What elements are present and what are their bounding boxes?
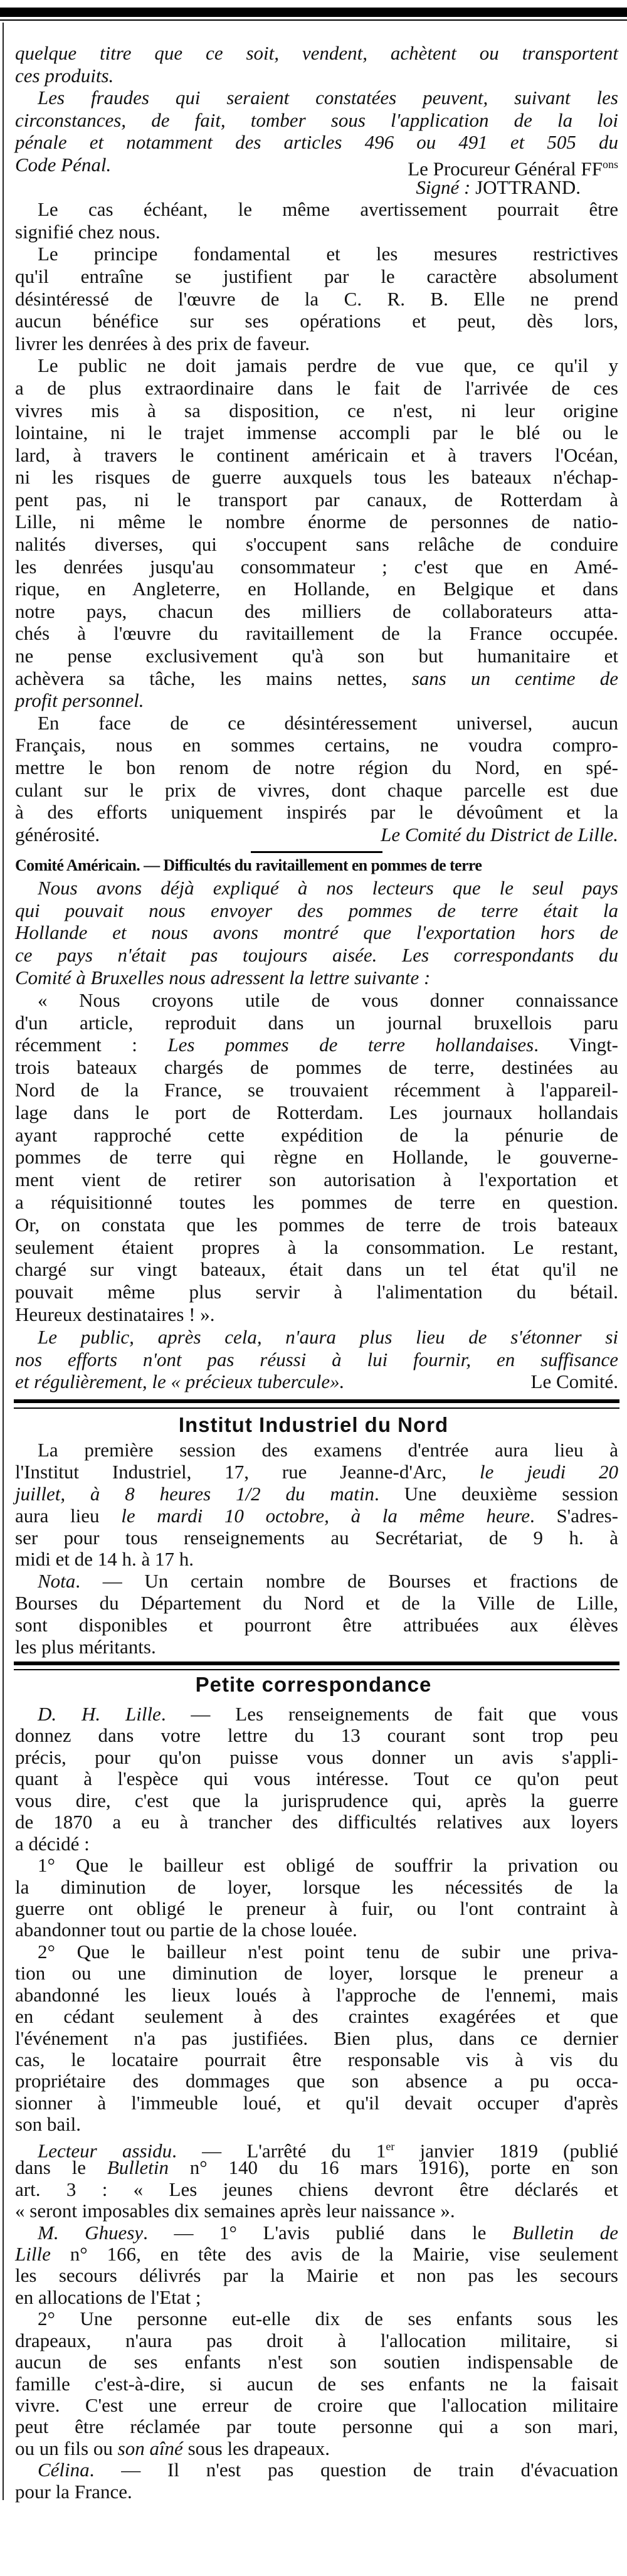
text-segment: propriétaire des dommages que son absence a pu occa- <box>15 2070 618 2092</box>
text-segment: quant à l'espèce qui vous intéresse. Tout ce qu'on peut <box>15 1768 618 1790</box>
text-segment: Lille <box>15 2242 51 2265</box>
text-segment: seulement étaient propres à la consommation. Le restant, <box>15 1236 618 1258</box>
text-segment: pommes de terre qui règne en Hollande, le gouverne- <box>15 1146 618 1169</box>
text-segment: Le cas échéant, le même avertissement pourrait être <box>38 198 618 221</box>
text-segment: . — Il n'est pas question de train d'évacuation <box>89 2459 618 2481</box>
text-segment: rique, en Angleterre, en Hollande, en Belgique et dans <box>15 578 618 600</box>
text-line <box>15 1725 618 1746</box>
text-segment: vous dire, c'est que la jurisprudence qui, après la guerre <box>15 1789 618 1811</box>
text-segment: . S'adres- <box>530 1504 618 1527</box>
text-segment: l'Institut Industriel, 17, rue Jeanne-d'Arc, <box>15 1460 480 1483</box>
text-segment: La première session des examens d'entrée aura lieu à <box>38 1439 618 1461</box>
text-segment: Français, nous en sommes certains, ne voudra compro- <box>15 734 618 756</box>
section-rule-thick <box>14 1662 619 1665</box>
text-segment: ons <box>602 157 618 171</box>
text-segment: Hollande et nous avons montré que l'exportation hors de <box>15 921 618 944</box>
text-line <box>15 1236 618 1259</box>
text-line <box>15 176 618 199</box>
text-line <box>15 944 618 967</box>
article-petite-correspondance <box>15 1704 618 2503</box>
text-line <box>15 421 618 444</box>
text-line <box>15 332 618 355</box>
text-line <box>15 1012 618 1034</box>
text-segment: abandonné les lieux loués à l'approche de l'ennemi, mais <box>15 1983 618 2006</box>
text-segment: précis, pour qu'on puisse vous donner un avis s'appli- <box>15 1746 618 1768</box>
text-segment: famille c'est-à-dire, si aucun de ses enfants ne la faisait <box>15 2372 618 2395</box>
text-line <box>15 2179 618 2200</box>
text-line <box>15 1101 618 1124</box>
text-segment: En face de ce désintéressement universel, aucun <box>38 711 618 734</box>
top-thick-rule <box>0 8 627 17</box>
article-comite-americain <box>15 854 618 1393</box>
text-line <box>15 377 618 400</box>
text-segment: le jeudi 20 <box>480 1460 618 1483</box>
text-segment: l'événement n'a pas justifiées. Bien plus, dans ce dernier <box>15 2027 618 2049</box>
text-line <box>15 1790 618 1811</box>
text-segment: er <box>386 2139 395 2153</box>
text-line <box>15 1124 618 1147</box>
text-segment: Bulletin de <box>512 2221 619 2244</box>
text-segment: Bourses du Département du Nord et de la Ville de Lille, <box>15 1592 618 1614</box>
heading-institut-industriel: Institut Industriel du Nord <box>178 1413 449 1436</box>
text-line <box>15 1349 618 1371</box>
text-segment: drapeaux, n'aura pas droit à l'allocation militaire, si <box>15 2329 618 2351</box>
text-segment: guerre ont obligé le preneur à fuir, ou l'ont contraint à <box>15 1897 618 1919</box>
text-segment: circonstances, de fait, tomber sous l'application de la loi <box>15 109 618 131</box>
text-segment: pouvait même plus servir à l'alimentation du bétail. <box>15 1281 618 1303</box>
text-segment: dans le <box>15 2156 107 2179</box>
text-segment: mettre le bon renom de notre région du Nord, en spé- <box>15 756 618 778</box>
text-segment: les plus méritants. <box>15 1636 156 1658</box>
text-line <box>15 1527 618 1549</box>
text-segment: Le principe fondamental et les mesures restrictives <box>38 243 618 265</box>
text-line <box>15 2265 618 2286</box>
text-segment: désintéressé de l'œuvre de la C. R. B. Elle ne prend <box>15 287 618 310</box>
text-segment: n° 140 du 16 mars 1916), porte en son <box>168 2156 618 2179</box>
signature: Le Procureur Général FF <box>408 157 603 180</box>
text-line <box>15 2308 618 2330</box>
text-line <box>15 489 618 511</box>
text-segment: chargé sur vingt bateaux, était dans un tel état qu'il ne <box>15 1258 618 1281</box>
text-line <box>15 1811 618 1833</box>
text-line <box>15 1191 618 1214</box>
top-thin-rule <box>0 19 627 21</box>
text-segment: ayant rapproché cette expédition de la pénurie de <box>15 1123 618 1146</box>
text-segment: chés à l'œuvre du ravitaillement de la France occupée. <box>15 622 618 645</box>
text-line <box>15 1146 618 1169</box>
text-segment: trois bateaux chargés de pommes de terre, destinées au <box>15 1056 618 1079</box>
text-segment: Les fraudes qui seraient constatées peuvent, suivant les <box>38 87 618 109</box>
text-line <box>15 2351 618 2373</box>
text-line <box>15 1898 618 1919</box>
text-segment: achèvera sa tâche, les mains nettes, <box>15 667 412 689</box>
article-ravitaillement <box>15 42 618 845</box>
text-segment: . — Les renseignements de fait que vous <box>161 1703 618 1725</box>
text-segment: culant sur le prix de vivres, dont chaque parcelle est due <box>15 778 618 801</box>
text-segment: vivre. C'est une erreur de croire que l'allocation militaire <box>15 2394 618 2416</box>
text-segment: de 1870 a eu à trancher des difficultés relatives aux loyers <box>15 1811 618 1833</box>
text-segment: aucun de ses enfants n'est son soutien indispensable de <box>15 2351 618 2373</box>
text-line <box>15 734 618 756</box>
signature: Signé : <box>416 176 476 198</box>
text-segment: Bulletin <box>107 2156 169 2179</box>
text-line <box>15 109 618 132</box>
text-segment: profit personnel. <box>15 689 144 712</box>
text-segment: sans un centime de <box>411 667 618 689</box>
text-segment: M. Ghuesy <box>38 2221 144 2244</box>
text-segment: ce pays n'était pas toujours aisée. Les correspondants du <box>15 944 618 967</box>
text-segment: pent pas, ni le transport par canaux, de Rotterdam à <box>15 488 618 511</box>
text-line <box>15 645 618 667</box>
text-line <box>15 1636 618 1658</box>
text-segment: pour la France. <box>15 2480 132 2503</box>
text-line <box>15 444 618 467</box>
text-segment: D. H. Lille <box>38 1703 161 1725</box>
text-segment: donnez dans votre lettre du 13 courant sont trop peu <box>15 1724 618 1747</box>
text-line <box>15 600 618 623</box>
column-rule <box>3 23 4 2500</box>
text-line <box>15 1877 618 1898</box>
text-line <box>15 2481 618 2503</box>
text-line <box>15 1370 618 1393</box>
text-segment: les denrées jusqu'au consommateur ; c'est que en Amé- <box>15 555 618 578</box>
text-line <box>15 265 618 288</box>
text-line <box>15 1034 618 1056</box>
text-segment: notre pays, chacun des milliers de collaborateurs atta- <box>15 600 618 622</box>
text-line <box>15 2287 618 2308</box>
text-line <box>15 1326 618 1349</box>
text-segment: cas, le locataire pourrait être responsable vis à vis du <box>15 2049 618 2070</box>
text-line <box>15 2438 618 2459</box>
text-segment: . Vingt- <box>534 1034 619 1056</box>
text-line <box>15 1919 618 1941</box>
text-line <box>15 1461 618 1483</box>
text-segment: « seront imposables dix semaines après leur naissance ». <box>15 2200 455 2222</box>
text-line <box>15 310 618 332</box>
text-segment: en cédant seulement à des craintes exagérées et que <box>15 2005 618 2028</box>
text-segment: « Nous croyons utile de vous donner connaissance <box>38 989 618 1011</box>
text-segment: livrer les denrées à des prix de faveur. <box>15 332 310 354</box>
text-segment: Le public, après cela, n'aura plus lieu de s'étonner si <box>38 1325 618 1348</box>
text-segment: le mardi 10 octobre, à la même heure <box>121 1504 530 1527</box>
text-segment: n° 166, en tête des avis de la Mairie, vise seulement <box>50 2242 618 2265</box>
text-line <box>15 1747 618 1768</box>
text-line <box>15 198 618 221</box>
text-line <box>15 824 618 846</box>
text-line <box>15 877 618 899</box>
text-line <box>15 1985 618 2006</box>
text-segment: . — L'arrêté du 1 <box>172 2139 386 2162</box>
text-segment: qui pouvait nous envoyer des pommes de terre était la <box>15 899 618 921</box>
text-segment: les secours délivrés par la Mairie et non pas les secours <box>15 2264 618 2287</box>
text-line <box>15 1614 618 1636</box>
text-segment: sous les drapeaux. <box>182 2437 330 2459</box>
text-line <box>15 288 618 310</box>
text-line <box>15 153 618 180</box>
text-line <box>15 801 618 824</box>
text-segment: a décidé : <box>15 1832 90 1855</box>
text-line <box>15 87 618 109</box>
text-segment: Lecteur assidu <box>38 2139 172 2162</box>
text-segment: . — 1° L'avis publié dans le <box>143 2221 513 2244</box>
text-line <box>15 1169 618 1191</box>
text-line <box>15 578 618 600</box>
text-segment: a de plus extraordinaire dans le fait de l'arrivée de ces <box>15 376 618 399</box>
text-line <box>15 921 618 944</box>
section-rule-thin <box>14 1669 619 1670</box>
text-segment: nalités diverses, qui s'occupent sans relâche de conduire <box>15 533 618 556</box>
text-segment: janvier 1819 (publié <box>394 2139 618 2162</box>
text-line <box>15 2006 618 2027</box>
text-line <box>15 967 618 989</box>
text-line <box>15 1549 618 1571</box>
text-line <box>15 1505 618 1527</box>
text-line <box>15 400 618 422</box>
text-segment: générosité. <box>15 823 100 845</box>
text-line <box>15 1963 618 1984</box>
text-line <box>15 2136 618 2162</box>
text-line <box>15 622 618 645</box>
text-segment: la diminution de loyer, lorsque les nécessités de la <box>15 1875 618 1898</box>
text-line <box>15 2330 618 2351</box>
text-segment: aura lieu <box>15 1504 122 1527</box>
text-line <box>15 556 618 578</box>
text-line <box>15 1941 618 1963</box>
text-line <box>15 1079 618 1101</box>
text-line <box>15 1571 618 1593</box>
text-segment: aucun bénéfice sur ses opérations et peut, dès lors, <box>15 310 618 332</box>
text-line <box>15 1855 618 1876</box>
text-segment: Comité à Bruxelles nous adressent la lettre suivante : <box>15 966 431 989</box>
text-line <box>15 2114 618 2135</box>
text-segment: 2° Une personne eut-elle dix de ses enfants sous les <box>38 2308 618 2330</box>
section-rule-thick <box>14 1399 619 1403</box>
text-line <box>15 2373 618 2395</box>
text-line <box>15 1281 618 1303</box>
text-segment: et régulièrement, le « précieux tubercule». <box>15 1370 345 1393</box>
heading-petite-correspondance: Petite correspondance <box>195 1673 432 1696</box>
text-segment: peut être réclamée par toute personne qui a son mari, <box>15 2415 618 2438</box>
text-line <box>15 221 618 243</box>
text-line <box>15 689 618 712</box>
text-line <box>15 1439 618 1461</box>
text-line <box>15 65 618 87</box>
text-line <box>15 2416 618 2437</box>
text-segment: lard, à travers le continent américain et à travers l'Océan, <box>15 443 618 466</box>
text-segment: pénale et notamment des articles 496 ou 491 et 505 du <box>15 131 618 154</box>
text-line <box>15 2244 618 2265</box>
text-line <box>15 1214 618 1236</box>
text-line <box>15 2049 618 2070</box>
text-segment: Heureux destinataires ! ». <box>15 1303 215 1325</box>
text-line <box>15 779 618 802</box>
text-line <box>15 354 618 377</box>
text-segment: nos efforts n'ont pas réussi à lui fournir, en suffisance <box>15 1348 618 1370</box>
text-line <box>15 1303 618 1326</box>
text-segment: tion ou une diminution de loyer, lorsque le preneur a <box>15 1962 618 1985</box>
text-line <box>15 1056 618 1079</box>
heading-comite-americain: Comité Américain. — Difficultés du ravitaillement en pommes de terre <box>15 856 482 874</box>
text-segment: ment vient de retirer son autorisation à l'exportation et <box>15 1169 618 1191</box>
text-segment: Le public ne doit jamais perdre de vue que, ce qu'il y <box>38 354 618 377</box>
text-line <box>15 899 618 922</box>
text-segment: en allocations de l'Etat ; <box>15 2286 201 2308</box>
text-segment: lointaine, ni le trajet immense accompli par le blé ou le <box>15 421 618 444</box>
text-segment: 2° Que le bailleur n'est point tenu de subir une priva- <box>38 1940 618 1963</box>
text-line <box>15 2092 618 2114</box>
signature: Le Comité du District de Lille. <box>381 823 618 845</box>
text-line <box>15 1593 618 1614</box>
text-line <box>15 42 618 65</box>
text-segment: art. 3 : « Les jeunes chiens devront être déclarés et <box>15 2178 618 2200</box>
text-segment: sont disponibles et pourront être attribuées aux élèves <box>15 1614 618 1636</box>
text-line <box>15 2157 618 2178</box>
text-segment: son bail. <box>15 2113 82 2136</box>
text-line <box>15 989 618 1012</box>
text-line <box>15 1833 618 1855</box>
text-segment: ser pour tous renseignements au Secrétariat, de 9 h. à <box>15 1526 618 1549</box>
text-line <box>15 466 618 489</box>
text-line <box>15 1704 618 1725</box>
text-segment: sionner à l'immeuble loué, et qu'il devait occuper d'après <box>15 2091 618 2114</box>
text-segment: Code Pénal. <box>15 153 112 176</box>
text-segment: 1° Que le bailleur est obligé de souffrir la privation ou <box>38 1854 618 1877</box>
text-line <box>15 2028 618 2049</box>
text-segment: ni les risques de guerre auxquels tous les bateaux n'échap- <box>15 466 618 489</box>
section-rule-thin <box>14 1407 619 1409</box>
text-segment: Nord de la France, se trouvaient récemment à l'appareil- <box>15 1078 618 1101</box>
text-line <box>15 2200 618 2222</box>
text-segment: récemment : <box>15 1034 168 1056</box>
text-segment: . — Un certain nombre de Bourses et fractions de <box>75 1570 618 1593</box>
signature: JOTTRAND. <box>475 176 581 198</box>
text-segment: vivres mis à sa disposition, ce n'est, ni leur origine <box>15 399 618 421</box>
text-line <box>15 667 618 690</box>
text-segment: lage dans le port de Rotterdam. Les journaux hollandais <box>15 1101 618 1123</box>
text-segment: a réquisitionné toutes les pommes de terre en question. <box>15 1190 618 1213</box>
text-line <box>15 1483 618 1505</box>
text-line <box>15 1768 618 1789</box>
text-segment: midi et de 14 h. à 17 h. <box>15 1548 194 1571</box>
text-line <box>15 2395 618 2416</box>
text-line <box>15 756 618 779</box>
text-segment: Célina <box>38 2459 90 2481</box>
text-segment: ou un fils ou <box>15 2437 118 2459</box>
text-line <box>15 1258 618 1281</box>
text-segment: qu'il entraîne se justifient par le caractère absolument <box>15 265 618 287</box>
text-segment: signifié chez nous. <box>15 220 161 243</box>
text-line <box>15 712 618 734</box>
article-institut-industriel <box>15 1439 618 1658</box>
text-segment: abandonner tout ou partie de la chose louée. <box>15 1919 357 1941</box>
text-line <box>15 511 618 533</box>
text-line <box>15 243 618 265</box>
text-segment: ne pense exclusivement qu'à son but humanitaire et <box>15 645 618 667</box>
section-separator <box>251 851 382 853</box>
text-segment: Nous avons déjà expliqué à nos lecteurs que le seul pays <box>38 876 618 899</box>
text-segment: ces produits. <box>15 64 114 87</box>
text-segment: . Une deuxième session <box>374 1482 618 1505</box>
text-segment: quelque titre que ce soit, vendent, achètent ou transportent <box>15 42 618 64</box>
text-segment: juillet, à 8 heures 1/2 du matin <box>15 1482 374 1505</box>
text-line <box>15 2222 618 2244</box>
text-line <box>15 533 618 556</box>
text-segment: à des efforts uniquement inspirés par le dévoûment et la <box>15 801 618 824</box>
text-segment: Nota <box>38 1570 76 1593</box>
text-segment: Lille, ni même le nombre énorme de personnes de natio- <box>15 511 618 533</box>
text-segment: Les pommes de terre hollandaises <box>167 1034 534 1056</box>
text-line <box>15 131 618 154</box>
text-segment: d'un article, reproduit dans un journal bruxellois paru <box>15 1011 618 1034</box>
text-line <box>15 2070 618 2092</box>
signature: Le Comité. <box>530 1370 618 1393</box>
text-line <box>15 2459 618 2481</box>
text-segment: son aîné <box>117 2437 183 2459</box>
text-segment: Or, on constata que les pommes de terre de trois bateaux <box>15 1213 618 1236</box>
